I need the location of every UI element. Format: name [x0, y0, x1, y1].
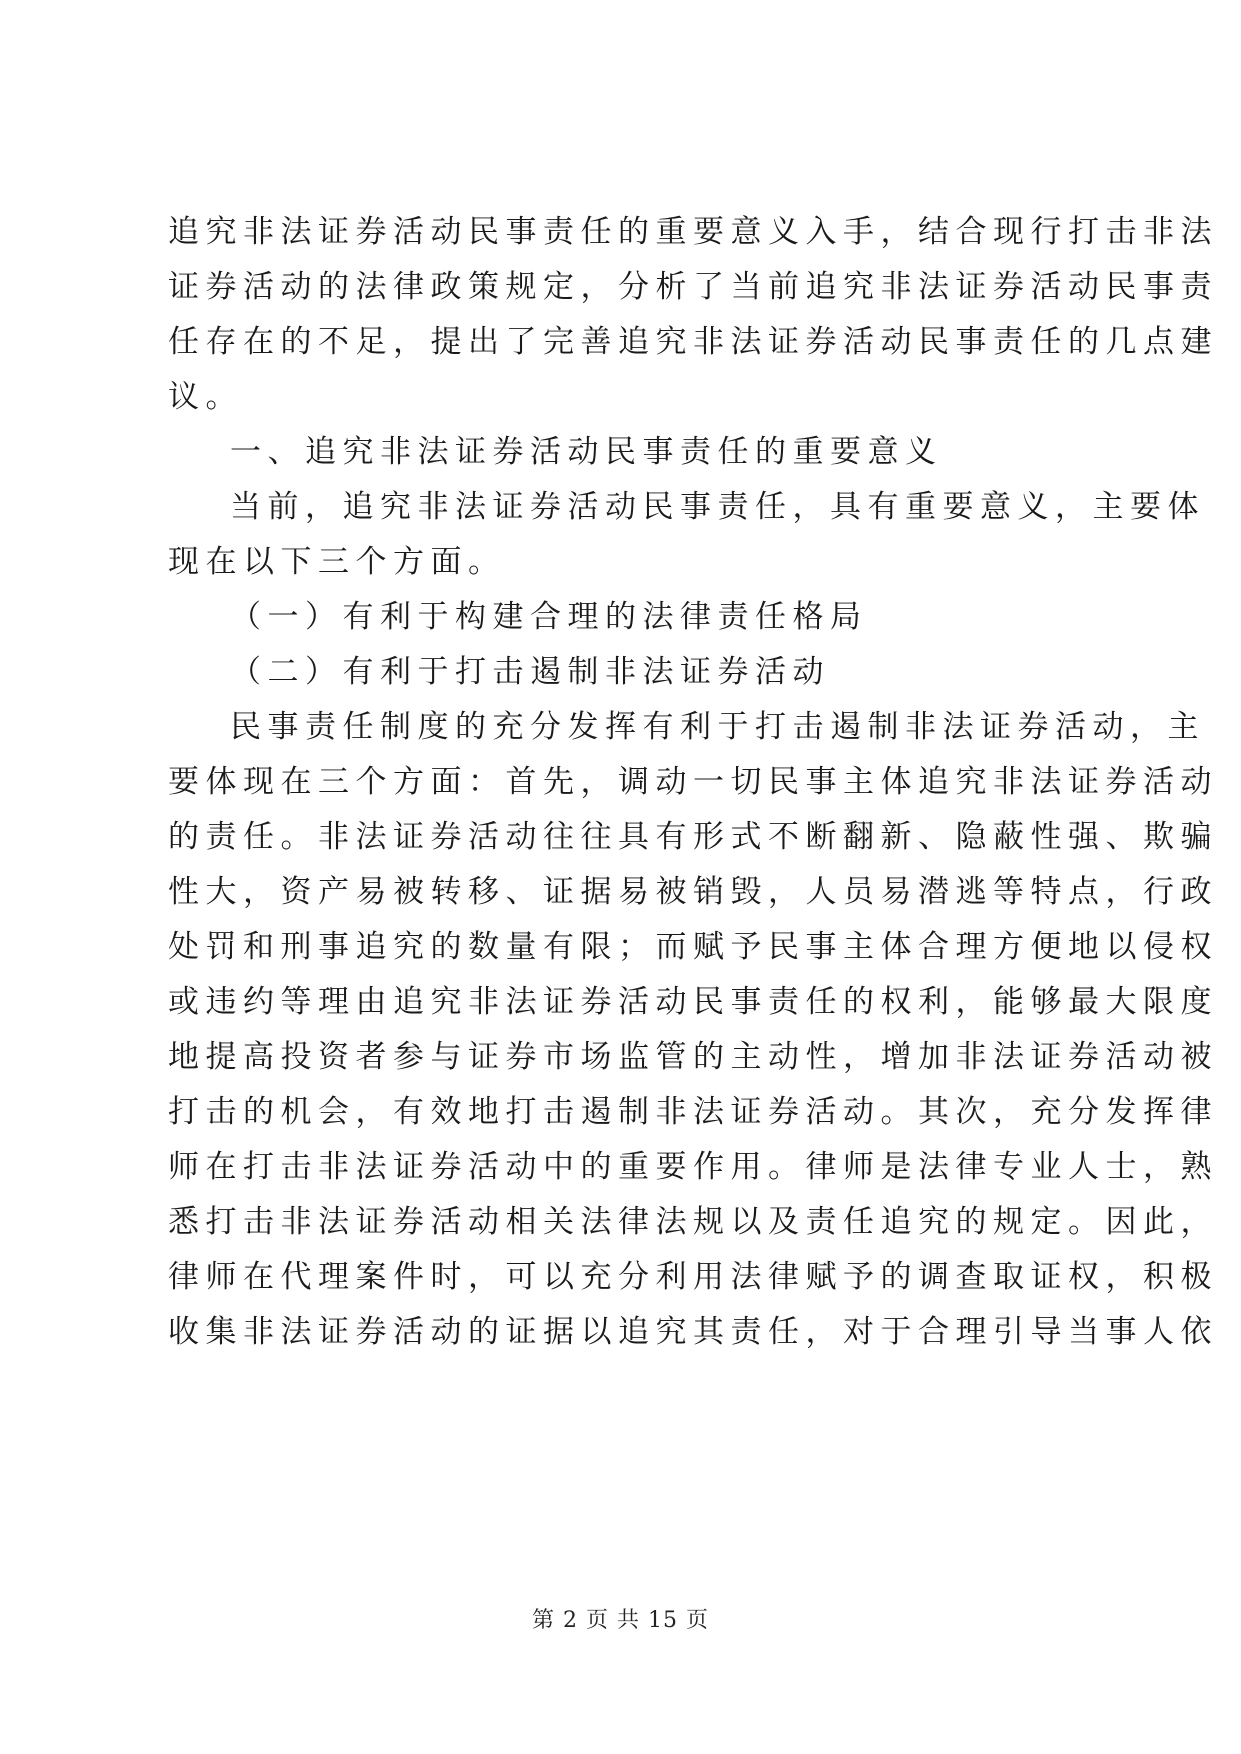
body-text-line: 追究非法证券活动民事责任的重要意义入手，结合现行打击非法 [168, 214, 1218, 250]
body-text-line: 现在以下三个方面。 [168, 544, 506, 580]
body-text-line: 打击的机会，有效地打击遏制非法证券活动。其次，充分发挥律 [168, 1094, 1218, 1130]
body-text-line: 的责任。非法证券活动往往具有形式不断翻新、隐蔽性强、欺骗 [168, 819, 1218, 855]
subsection-heading: （二）有利于打击遏制非法证券活动 [230, 654, 830, 690]
subsection-heading: （一）有利于构建合理的法律责任格局 [230, 599, 868, 635]
body-text-line: 师在打击非法证券活动中的重要作用。律师是法律专业人士，熟 [168, 1149, 1218, 1185]
body-text-line: 悉打击非法证券活动相关法律法规以及责任追究的规定。因此， [168, 1204, 1218, 1240]
body-text-line: 性大，资产易被转移、证据易被销毁，人员易潜逃等特点，行政 [168, 874, 1218, 910]
body-text-line: 当前，追究非法证券活动民事责任，具有重要意义，主要体 [230, 489, 1205, 525]
body-text-line: 收集非法证券活动的证据以追究其责任，对于合理引导当事人依 [168, 1314, 1218, 1350]
body-text-line: 任存在的不足，提出了完善追究非法证券活动民事责任的几点建 [168, 324, 1218, 360]
body-text-line: 律师在代理案件时，可以充分利用法律赋予的调查取证权，积极 [168, 1259, 1218, 1295]
section-heading: 一、追究非法证券活动民事责任的重要意义 [230, 434, 943, 470]
body-text-line: 民事责任制度的充分发挥有利于打击遏制非法证券活动，主 [230, 709, 1205, 745]
body-text-line: 处罚和刑事追究的数量有限；而赋予民事主体合理方便地以侵权 [168, 929, 1218, 965]
page-number-footer: 第 2 页 共 15 页 [532, 1608, 709, 1633]
body-text-line: 地提高投资者参与证券市场监管的主动性，增加非法证券活动被 [168, 1039, 1218, 1075]
body-text-line: 证券活动的法律政策规定，分析了当前追究非法证券活动民事责 [168, 269, 1218, 305]
body-text-line: 或违约等理由追究非法证券活动民事责任的权利，能够最大限度 [168, 984, 1218, 1020]
body-text-line: 议。 [168, 379, 243, 415]
body-text-line: 要体现在三个方面：首先，调动一切民事主体追究非法证券活动 [168, 764, 1218, 800]
